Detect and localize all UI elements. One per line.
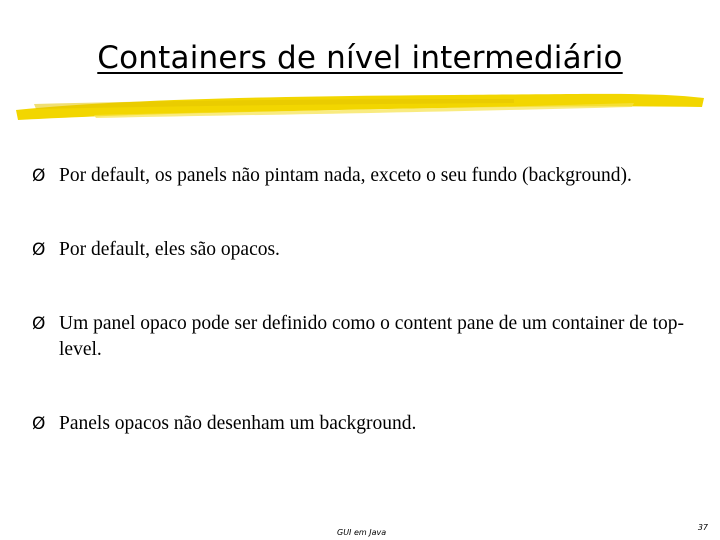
footer-text: GUI em Java [337, 528, 387, 537]
bullet-item [32, 411, 684, 437]
bullet-item [32, 163, 684, 189]
page-number: 37 [697, 523, 708, 532]
slide-title: Containers de nível intermediário [97, 40, 623, 76]
bullet-text: Por default, eles são opacos. [59, 239, 280, 260]
bullet-text: Um panel opaco pode ser definido como o content pane de um container de top-level. [59, 313, 684, 360]
arrow-bullet-icon: Ø [32, 414, 46, 434]
title-highlight-stroke [14, 90, 706, 124]
arrow-bullet-icon: Ø [32, 314, 46, 334]
arrow-bullet-icon: Ø [32, 166, 46, 186]
bullet-text: Por default, os panels não pintam nada, exceto o seu fundo (background). [59, 165, 632, 186]
bullet-item [32, 311, 684, 363]
arrow-bullet-icon: Ø [32, 240, 46, 260]
bullet-item [32, 237, 684, 263]
bullet-list [32, 163, 684, 437]
bullet-text: Panels opacos não desenham um background. [59, 413, 417, 434]
